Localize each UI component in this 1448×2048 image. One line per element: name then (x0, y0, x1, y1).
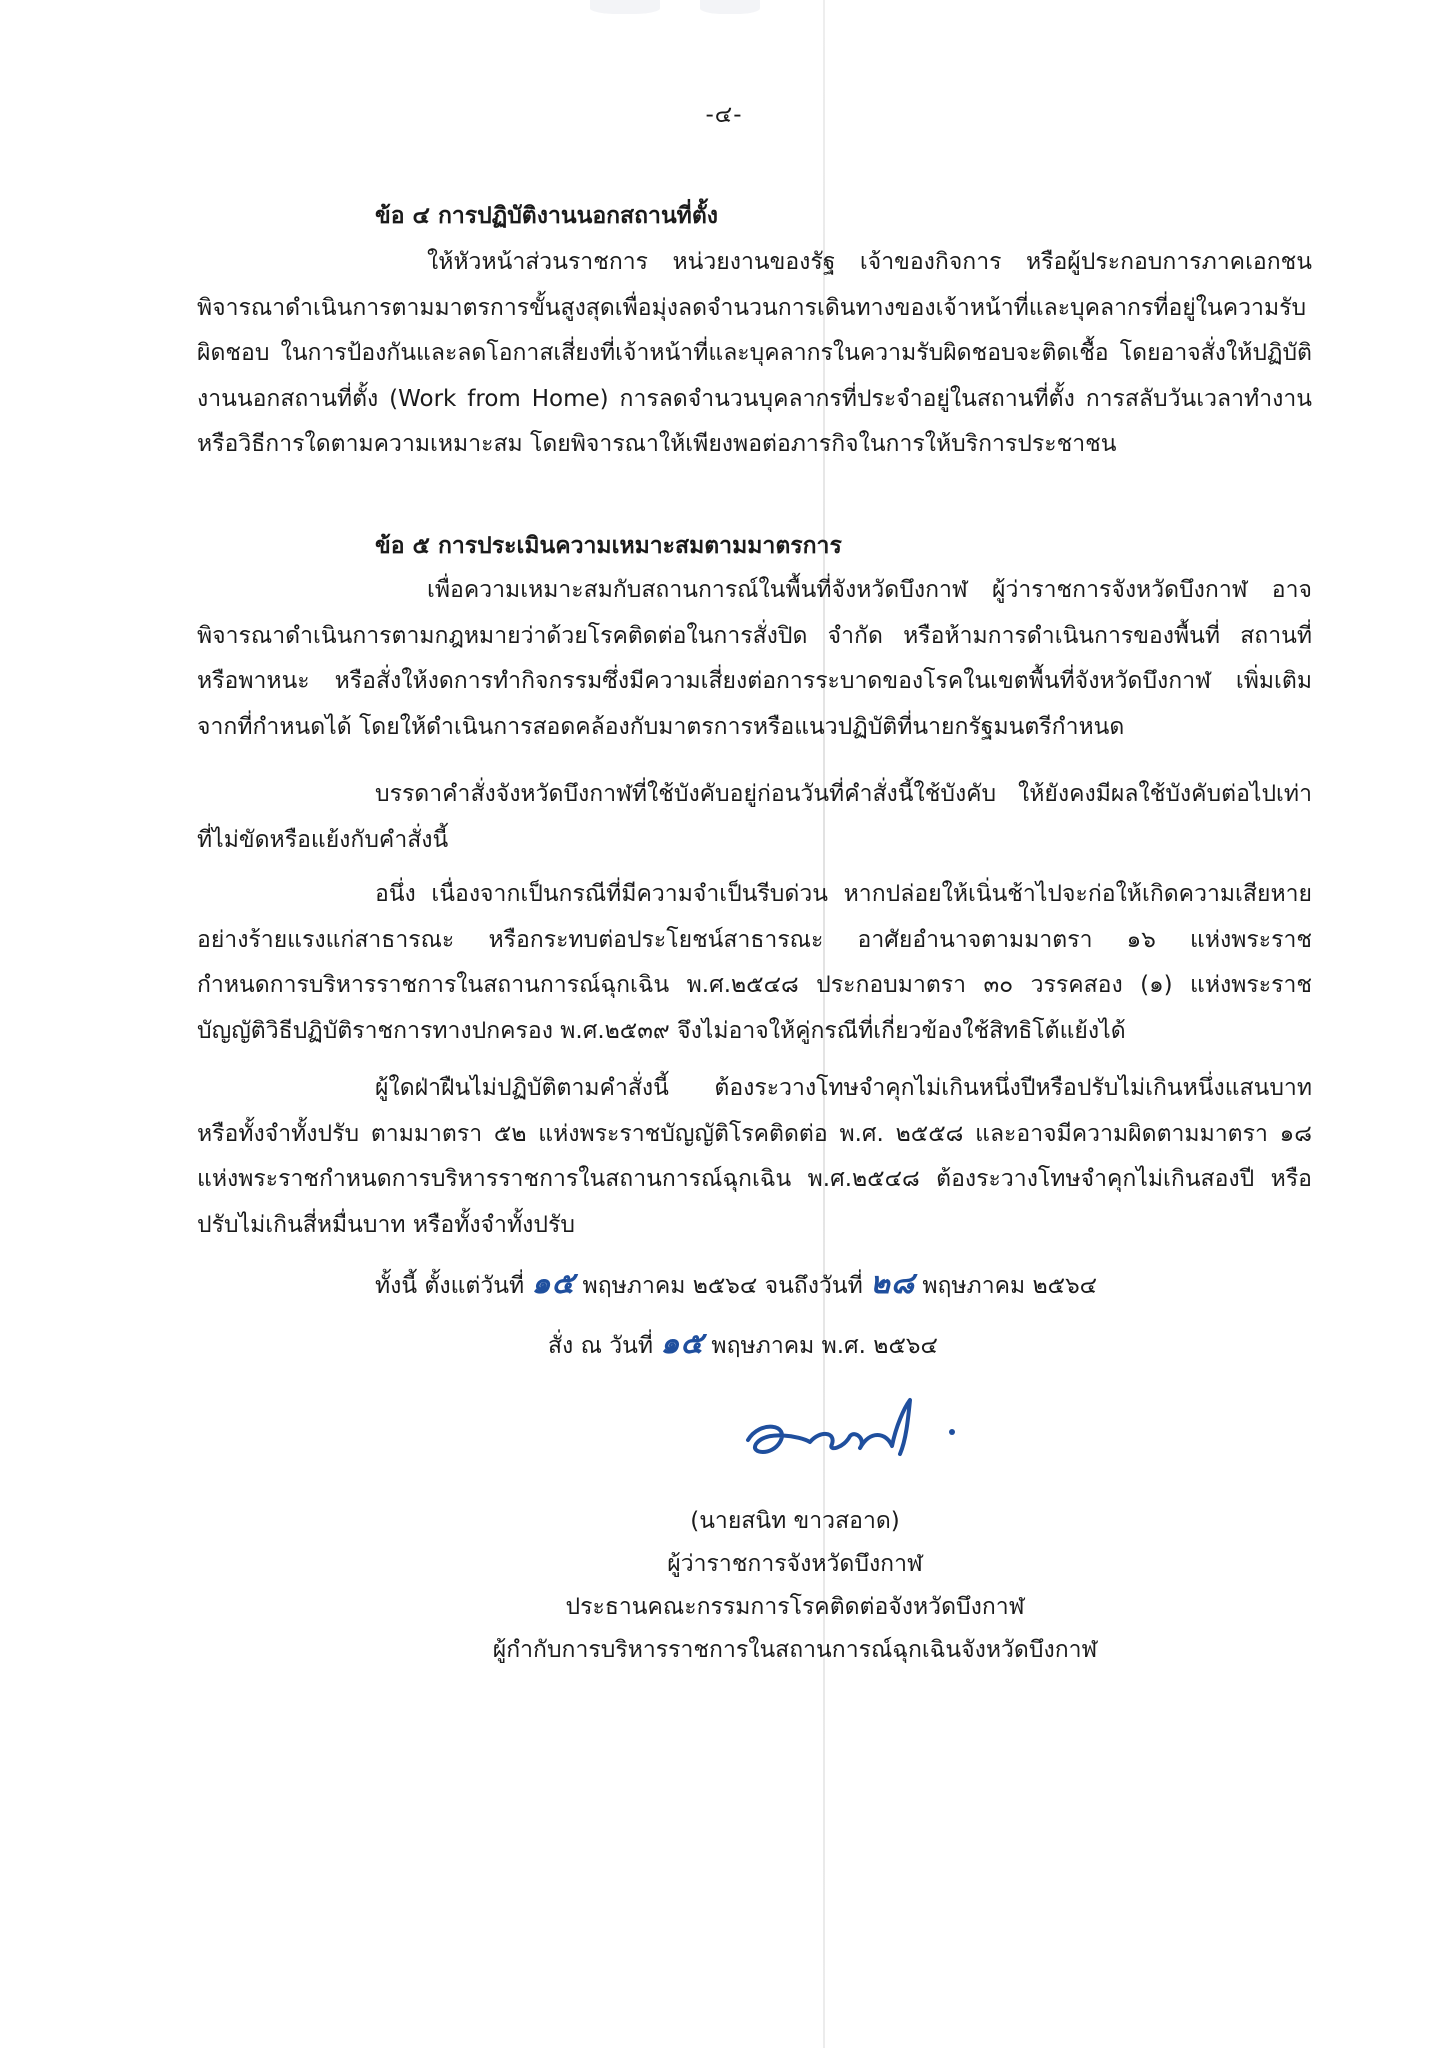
signatory-title-governor: ผู้ว่าราชการจังหวัดบึงกาฬ (667, 1551, 923, 1577)
effective-middle: จนถึงวันที่ (764, 1273, 863, 1299)
effective-period-line (375, 1268, 1097, 1302)
section-5-body: เพื่อความเหมาะสมกับสถานการณ์ในพื้นที่จังหวัดบึงกาฬ ผู้ว่าราชการจังหวัดบึงกาฬ อาจพิจารณาดำเนินการตามกฎหมายว่าด้วยโรคติดต่อในการสั่งปิด จำกัด หรือห้ามการดำเนินการของพื้นที่ สถานที่หรือพาหนะ หรือสั่งให้งดการทำกิจกรรมซึ่งมีความเสี่ยงต่อการระบาดของโรคในเขตพื้นที่จังหวัดบึงกาฬ เพิ่มเติมจากที่กำหนดได้ โดยให้ดำเนินการสอดคล้องกับมาตรการหรือแนวปฏิบัติที่นายกรัฐมนตรีกำหนด (197, 577, 1312, 740)
effective-end-day: ๒๘ (870, 1266, 915, 1301)
prior-orders-paragraph: บรรดาคำสั่งจังหวัดบึงกาฬที่ใช้บังคับอยู่ก่อนวันที่คำสั่งนี้ใช้บังคับ ให้ยังคงมีผลใช้บังคับต่อไปเท่าที่ไม่ขัดหรือแย้งกับคำสั่งนี้ (197, 781, 1312, 853)
penalty-paragraph: ผู้ใดฝ่าฝืนไม่ปฏิบัติตามคำสั่งนี้ ต้องระวางโทษจำคุกไม่เกินหนึ่งปีหรือปรับไม่เกินหนึ่งแสนบาท หรือทั้งจำทั้งปรับ ตามมาตรา ๕๒ แห่งพระราชบัญญัติโรคติดต่อ พ.ศ. ๒๕๕๘ และอาจมีความผิดตามมาตรา ๑๘ แห่งพระราชกำหนดการบริหารราชการในสถานการณ์ฉุกเฉิน พ.ศ.๒๕๔๘ ต้องระวางโทษจำคุกไม่เกินสองปี หรือปรับไม่เกินสี่หมื่นบาท หรือทั้งจำทั้งปรับ (197, 1075, 1312, 1238)
signatory-name: (นายสนิท ขาวสอาด) (690, 1508, 900, 1534)
issued-day: ๑๕ (660, 1326, 705, 1361)
effective-start-month-year: พฤษภาคม ๒๕๖๔ (582, 1273, 758, 1299)
section-5-heading: ข้อ ๕ การประเมินความเหมาะสมตามมาตรการ (375, 533, 842, 559)
signatory-block (470, 1500, 1120, 1672)
issued-prefix: สั่ง ณ วันที่ (548, 1333, 654, 1359)
section-4-heading: ข้อ ๔ การปฏิบัติงานนอกสถานที่ตั้ง (375, 203, 718, 229)
scan-mark (590, 0, 660, 14)
effective-start-day: ๑๕ (531, 1266, 576, 1301)
effective-end-month-year: พฤษภาคม ๒๕๖๔ (922, 1273, 1098, 1299)
issued-date-line (548, 1328, 938, 1362)
signatory-title-committee: ประธานคณะกรรมการโรคติดต่อจังหวัดบึงกาฬ (565, 1594, 1025, 1620)
issued-month-year: พฤษภาคม พ.ศ. ๒๕๖๔ (711, 1333, 938, 1359)
effective-prefix: ทั้งนี้ ตั้งแต่วันที่ (375, 1273, 525, 1299)
scan-mark (700, 0, 760, 14)
urgency-paragraph: อนึ่ง เนื่องจากเป็นกรณีที่มีความจำเป็นรีบด่วน หากปล่อยให้เนิ่นช้าไปจะก่อให้เกิดความเสียหายอย่างร้ายแรงแก่สาธารณะ หรือกระทบต่อประโยชน์สาธารณะ อาศัยอำนาจตามมาตรา ๑๖ แห่งพระราชกำหนดการบริหารราชการในสถานการณ์ฉุกเฉิน พ.ศ.๒๕๔๘ ประกอบมาตรา ๓๐ วรรคสอง (๑) แห่งพระราชบัญญัติวิธีปฏิบัติราชการทางปกครอง พ.ศ.๒๕๓๙ จึงไม่อาจให้คู่กรณีที่เกี่ยวข้องใช้สิทธิโต้แย้งได้ (197, 881, 1312, 1044)
handwritten-signature (740, 1390, 970, 1470)
signatory-title-emergency: ผู้กำกับการบริหารราชการในสถานการณ์ฉุกเฉินจังหวัดบึงกาฬ (492, 1637, 1098, 1663)
section-4-body: ให้หัวหน้าส่วนราชการ หน่วยงานของรัฐ เจ้าของกิจการ หรือผู้ประกอบการภาคเอกชน พิจารณาดำเนินการตามมาตรการขั้นสูงสุดเพื่อมุ่งลดจำนวนการเดินทางของเจ้าหน้าที่และบุคลากรที่อยู่ในความรับผิดชอบ ในการป้องกันและลดโอกาสเสี่ยงที่เจ้าหน้าที่และบุคลากรในความรับผิดชอบจะติดเชื้อ โดยอาจสั่งให้ปฏิบัติงานนอกสถานที่ตั้ง (Work from Home) การลดจำนวนบุคลากรที่ประจำอยู่ในสถานที่ตั้ง การสลับวันเวลาทำงาน หรือวิธีการใดตามความเหมาะสม โดยพิจารณาให้เพียงพอต่อภารกิจในการให้บริการประชาชน (197, 249, 1312, 457)
page-number: -๔- (705, 102, 743, 128)
